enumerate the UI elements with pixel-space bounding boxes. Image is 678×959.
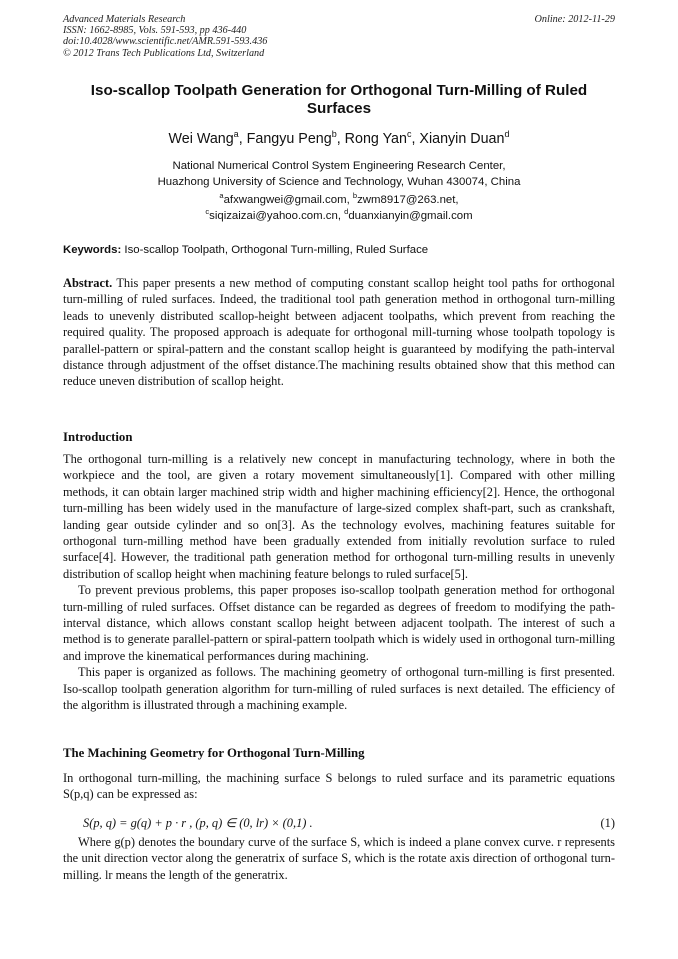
email-address: siqizaizai@yahoo.com.cn, [209, 210, 345, 222]
paragraph: In orthogonal turn-milling, the machining surface S belongs to ruled surface and its parametric equations S(p,q) can be expressed as: [63, 771, 615, 802]
author-marker: a [233, 129, 239, 139]
paragraph: Where g(p) denotes the boundary curve of the surface S, which is indeed a plane convex curve. r represents the unit direction vector along the generatrix of surface S, which is the rotate axis direction of orthogonal turn-milling. lr means the length of the generatrix. [63, 835, 615, 882]
introduction-body [63, 451, 615, 714]
author-marker: d [504, 129, 510, 139]
author-separator: , [336, 131, 345, 147]
equation-text: S(p, q) = g(q) + p · r , (p, q) ∈ (0, lr) × (0,1) . [83, 816, 313, 830]
doi-line: doi:10.4028/www.scientific.net/AMR.591-593.436 [63, 36, 268, 48]
email-marker: a [219, 191, 224, 200]
abstract-text: This paper presents a new method of computing constant scallop height tool paths for orthogonal turn-milling of ruled surfaces. Indeed, the traditional tool path generation method in orthogonal turn-milling leads to unevenly distributed scallop-height between adjacent toolpaths, which prevent from reaching the required quality. The proposed approach is adequate for orthogonal mill-turning whose toolpath topology is parallel-pattern or spiral-pattern and the constant scallop height is guaranteed by modifying the path-interval distance through adjustment of the offset distance.The machining results obtained show that this method can reduce uneven distribution of scallop height. [63, 276, 615, 389]
email-marker: b [352, 191, 358, 200]
geometry-heading: The Machining Geometry for Orthogonal Turn-Milling [63, 746, 365, 760]
email-marker: d [344, 207, 349, 216]
introduction-heading: Introduction [63, 430, 133, 444]
author-marker: b [331, 129, 337, 139]
author-name: Fangyu Peng [246, 131, 332, 147]
author-name: Rong Yan [344, 131, 407, 147]
paragraph: This paper is organized as follows. The machining geometry of orthogonal turn-milling is first presented. Iso-scallop toolpath generation algorithm for turn-milling of ruled surfaces is next detailed. The efficiency of the algorithm is illustrated through a machining example. [63, 665, 615, 713]
geometry-body-continued [63, 834, 615, 883]
equation-number: (1) [600, 816, 615, 830]
affiliation-line: National Numerical Control System Engineering Research Center, [172, 160, 506, 172]
author-separator: , [411, 131, 420, 147]
copyright-line: © 2012 Trans Tech Publications Ltd, Switzerland [63, 47, 265, 59]
email-address: afxwangwei@gmail.com, [223, 194, 353, 206]
email-list [63, 192, 615, 224]
email-marker: c [205, 207, 210, 216]
journal-header [63, 14, 615, 59]
paper-title: Iso-scallop Toolpath Generation for Orthogonal Turn-Milling of Ruled Surfaces [90, 82, 588, 117]
abstract-label: Abstract. [63, 276, 113, 290]
journal-name: Advanced Materials Research [63, 14, 186, 25]
author-name: Xianyin Duan [419, 131, 505, 147]
issn-line: ISSN: 1662-8985, Vols. 591-593, pp 436-440 [63, 25, 247, 37]
online-date: Online: 2012-11-29 [534, 14, 615, 25]
author-name: Wei Wang [168, 131, 234, 147]
author-list [63, 130, 615, 148]
paragraph: To prevent previous problems, this paper proposes iso-scallop toolpath generation method for orthogonal turn-milling of ruled surfaces. Offset distance can be regarded as degrees of freedom to modifying the path-interval distance, which allows constant scallop height between adjacent toolpath. The interest of such a method is to generate parallel-pattern or spiral-pattern toolpath which is widely used in orthogonal turn-milling and improve the kinematical performances during machining. [63, 583, 615, 663]
geometry-body [63, 770, 615, 803]
affiliation [63, 158, 615, 190]
affiliation-line: Huazhong University of Science and Technology, Wuhan 430074, China [157, 176, 521, 188]
paragraph: The orthogonal turn-milling is a relatively new concept in manufacturing technology, where in both the workpiece and the tool, are given a rotary movement simultaneously[1]. Compared with other milling methods, it can obtain larger machined strip width and higher machining efficiency[2]. Hence, the orthogonal turn-milling has been widely used in the manufacture of large-sized complex shaft-part, such as crankshaft, landing gear outside cylinder and so on[3]. As the technology evolves, machining features suitable for orthogonal turn-milling method have been gradually extended from initially revolution surface to ruled surface[4]. However, the traditional path generation method for orthogonal turn-milling results in unevenly distribution of scallop height when machining feature belongs to ruled surface[5]. [63, 452, 615, 581]
email-address: zwm8917@263.net, [357, 194, 459, 206]
abstract [63, 275, 615, 390]
keywords-label: Keywords: [63, 244, 122, 256]
author-marker: c [406, 129, 412, 139]
author-separator: , [238, 131, 247, 147]
keywords [63, 243, 615, 258]
email-address: duanxianyin@gmail.com [348, 210, 473, 222]
keywords-text: Iso-scallop Toolpath, Orthogonal Turn-milling, Ruled Surface [121, 244, 429, 256]
